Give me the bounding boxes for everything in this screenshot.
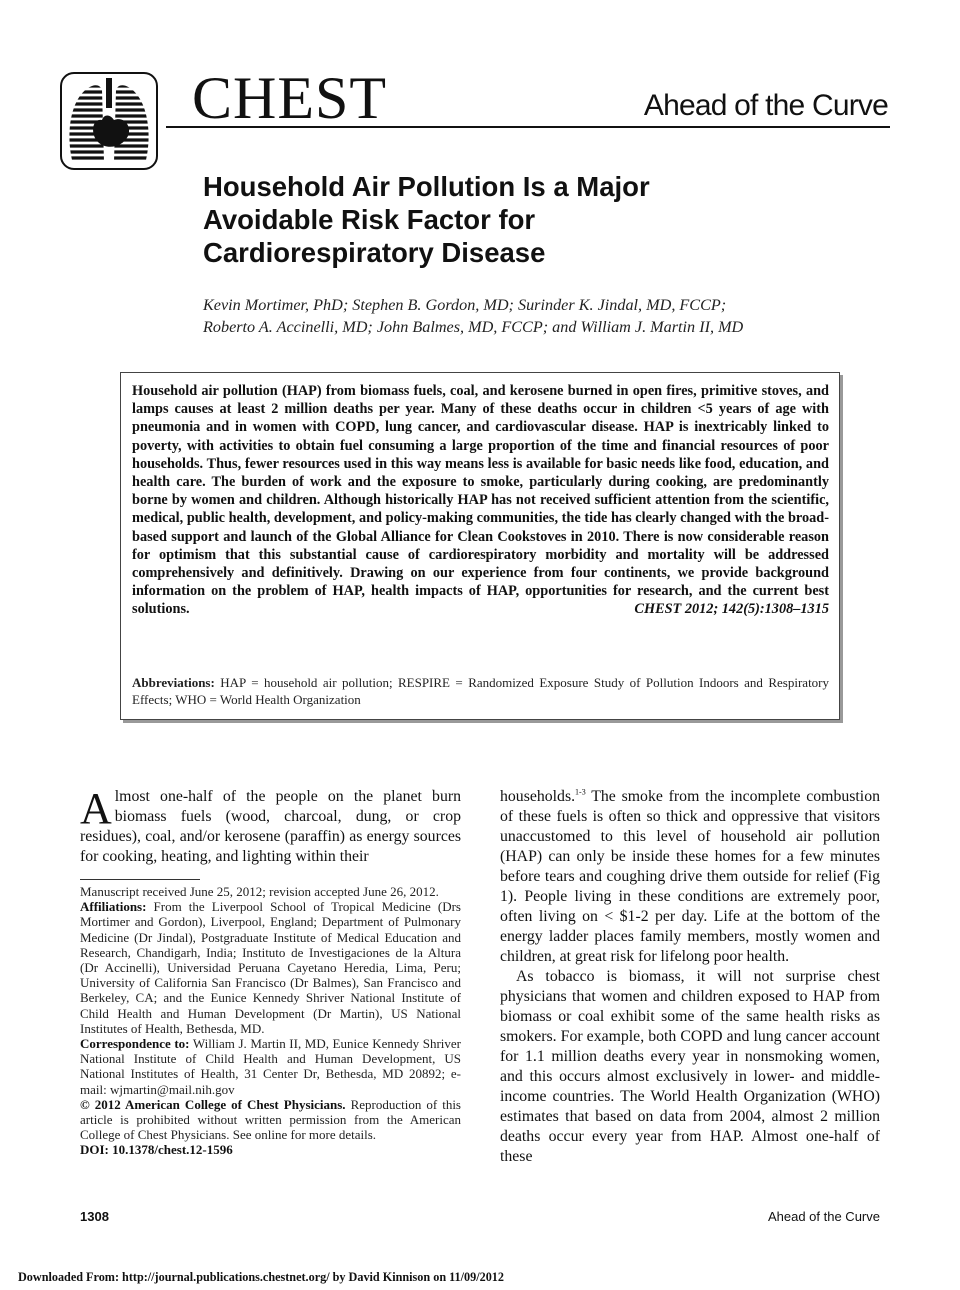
journal-name: CHEST bbox=[192, 65, 388, 131]
affiliations bbox=[80, 899, 461, 1036]
correspondence-label: Correspondence to: bbox=[80, 1036, 190, 1052]
abbreviations-label: Abbreviations: bbox=[132, 675, 215, 690]
doi bbox=[80, 1142, 461, 1157]
copyright bbox=[80, 1097, 461, 1143]
running-footer: Ahead of the Curve bbox=[767, 1209, 880, 1224]
lungs-striped-graphic bbox=[62, 74, 156, 168]
doi-link[interactable]: 10.1378/chest.12-1596 bbox=[112, 1142, 233, 1158]
abstract-citation: CHEST 2012; 142(5):1308–1315 bbox=[634, 601, 829, 618]
footnote-rule bbox=[80, 879, 200, 880]
paragraph-lead: households. bbox=[500, 788, 576, 805]
article-title bbox=[203, 170, 803, 269]
abstract-text bbox=[132, 382, 829, 619]
body-column-left bbox=[80, 784, 461, 867]
section-tag: Ahead of the Curve bbox=[643, 89, 888, 122]
footnotes bbox=[80, 884, 461, 1158]
drop-cap: A bbox=[80, 784, 112, 833]
title-line: Avoidable Risk Factor for bbox=[203, 204, 536, 235]
abstract-body: Household air pollution (HAP) from biomass fuels, coal, and kerosene burned in open fires, primitive stoves, and lamps causes at least 2 million deaths per year. Many of these deaths occur in children <5 years of age with pneumonia and in women with COPD, lung cancer, and cardiovascular disease. HAP is inextricably linked to poverty, with activities to obtain fuel consuming a large proportion of the time and financial resources of poor households. Thus, fewer resources used in this way means less is available for basic needs like food, education, and health care. The burden of work and the exposure to smoke, particularly during cooking, are predominantly borne by women and children. Although historically HAP has not received sufficient attention from the scientific, medical, public health, development, and policy-making communities, the tide has clearly changed with the broad-based support and launch of the Global Alliance for Clean Cookstoves in 2010. There is now considerable reason for optimism that this substantial cause of cardiorespiratory morbidity and mortality will be addressed comprehensively and definitively. Drawing on our experience from four continents, we provide background information on the problem of HAP, health impacts of HAP, opportunities for research, and the current best solutions. bbox=[132, 383, 829, 618]
chest-lungs-logo-icon bbox=[60, 72, 158, 170]
author-line: Kevin Mortimer, PhD; Stephen B. Gordon, MD; Surinder K. Jindal, MD, FCCP; bbox=[203, 296, 727, 314]
correspondence bbox=[80, 1036, 461, 1097]
abstract-box bbox=[120, 372, 840, 720]
author-line: Roberto A. Accinelli, MD; John Balmes, MD, FCCP; and William J. Martin II, MD bbox=[203, 318, 744, 336]
abbreviations-text: HAP = household air pollution; RESPIRE = Randomized Exposure Study of Pollution Indoors and Respiratory Effects; WHO = World Health Organization bbox=[132, 675, 830, 707]
manuscript-dates: Manuscript received June 25, 2012; revision accepted June 26, 2012. bbox=[80, 884, 439, 899]
affiliations-text: From the Liverpool School of Tropical Medicine (Drs Mortimer and Gordon), Liverpool, England; Department of Pulmonary Medicine (Dr Jindal), Postgraduate Institute of Medical Education and Research, Chandigarh, India; Instituto de Investigaciones de la Altura (Dr Accinelli), Universidad Peruana Cayetano Heredia, Lima, Peru; University of California San Francisco (Dr Balmes), San Francisco and Berkeley, CA; and the Eunice Kennedy Shriver National Institute of Child Health and Human Development (Dr Martin), US National Institutes of Health, Bethesda, MD. bbox=[80, 899, 461, 1036]
doi-label: DOI: bbox=[80, 1142, 109, 1158]
paragraph-text: The smoke from the incomplete combustion of these fuels is often so thick and oppressive that visitors unaccustomed to this level of household air pollution (HAP) can only be inside these homes for a few minutes before tears and coughing drive them outside for relief (Fig 1). People living in these conditions are extremely poor, often living on < $1-2 per day. Life at the bottom of the energy ladder places family members, mostly women and children, at great risk for lifelong poor health. bbox=[500, 788, 880, 965]
body-paragraph-2 bbox=[500, 967, 880, 1167]
download-notice: Downloaded From: http://journal.publications.chestnet.org/ by David Kinnison on 11/09/2012 bbox=[18, 1270, 504, 1284]
abbreviations bbox=[132, 674, 829, 708]
title-line: Household Air Pollution Is a Major bbox=[203, 171, 650, 202]
body-paragraph-1 bbox=[500, 787, 880, 967]
page-number: 1308 bbox=[80, 1209, 109, 1224]
reference-citation[interactable]: 1-3 bbox=[575, 787, 586, 797]
title-line: Cardiorespiratory Disease bbox=[203, 237, 546, 268]
body-column-right bbox=[500, 787, 880, 1167]
header-rule bbox=[166, 126, 890, 128]
paragraph-text: As tobacco is biomass, it will not surprise chest physicians that women and children exposed to HAP from biomass or coal exhibit some of the same health risks as smokers. For example, both COPD and lung cancer account for 1.1 million deaths every year in nonsmoking women, and this occurs almost exclusively in lower- and middle-income countries. The World Health Organization (WHO) estimates that based on data from 2004, almost 2 million deaths occur every year from HAP. Almost one-half of these bbox=[500, 968, 880, 1165]
affiliations-label: Affiliations: bbox=[80, 899, 147, 915]
copyright-text: Reproduction of this article is prohibited without written permission from the American College of Chest Physicians. See online for more details. bbox=[80, 1096, 461, 1143]
copyright-label: © 2012 American College of Chest Physicians. bbox=[80, 1096, 346, 1112]
body-paragraph-intro bbox=[80, 784, 461, 867]
intro-text: lmost one-half of the people on the planet burn biomass fuels (wood, charcoal, dung, or crop residues), coal, and/or kerosene (paraffin) as energy sources for cooking, heating, and lighting within their bbox=[80, 788, 461, 865]
author-list bbox=[203, 294, 843, 338]
correspondence-text: William J. Martin II, MD, Eunice Kennedy Shriver National Institute of Child Health and Human Development, US National Institutes of Health, 31 Center Dr, Bethesda, MD 20892; e-mail: wjmartin@mail.nih.gov bbox=[80, 1036, 461, 1097]
